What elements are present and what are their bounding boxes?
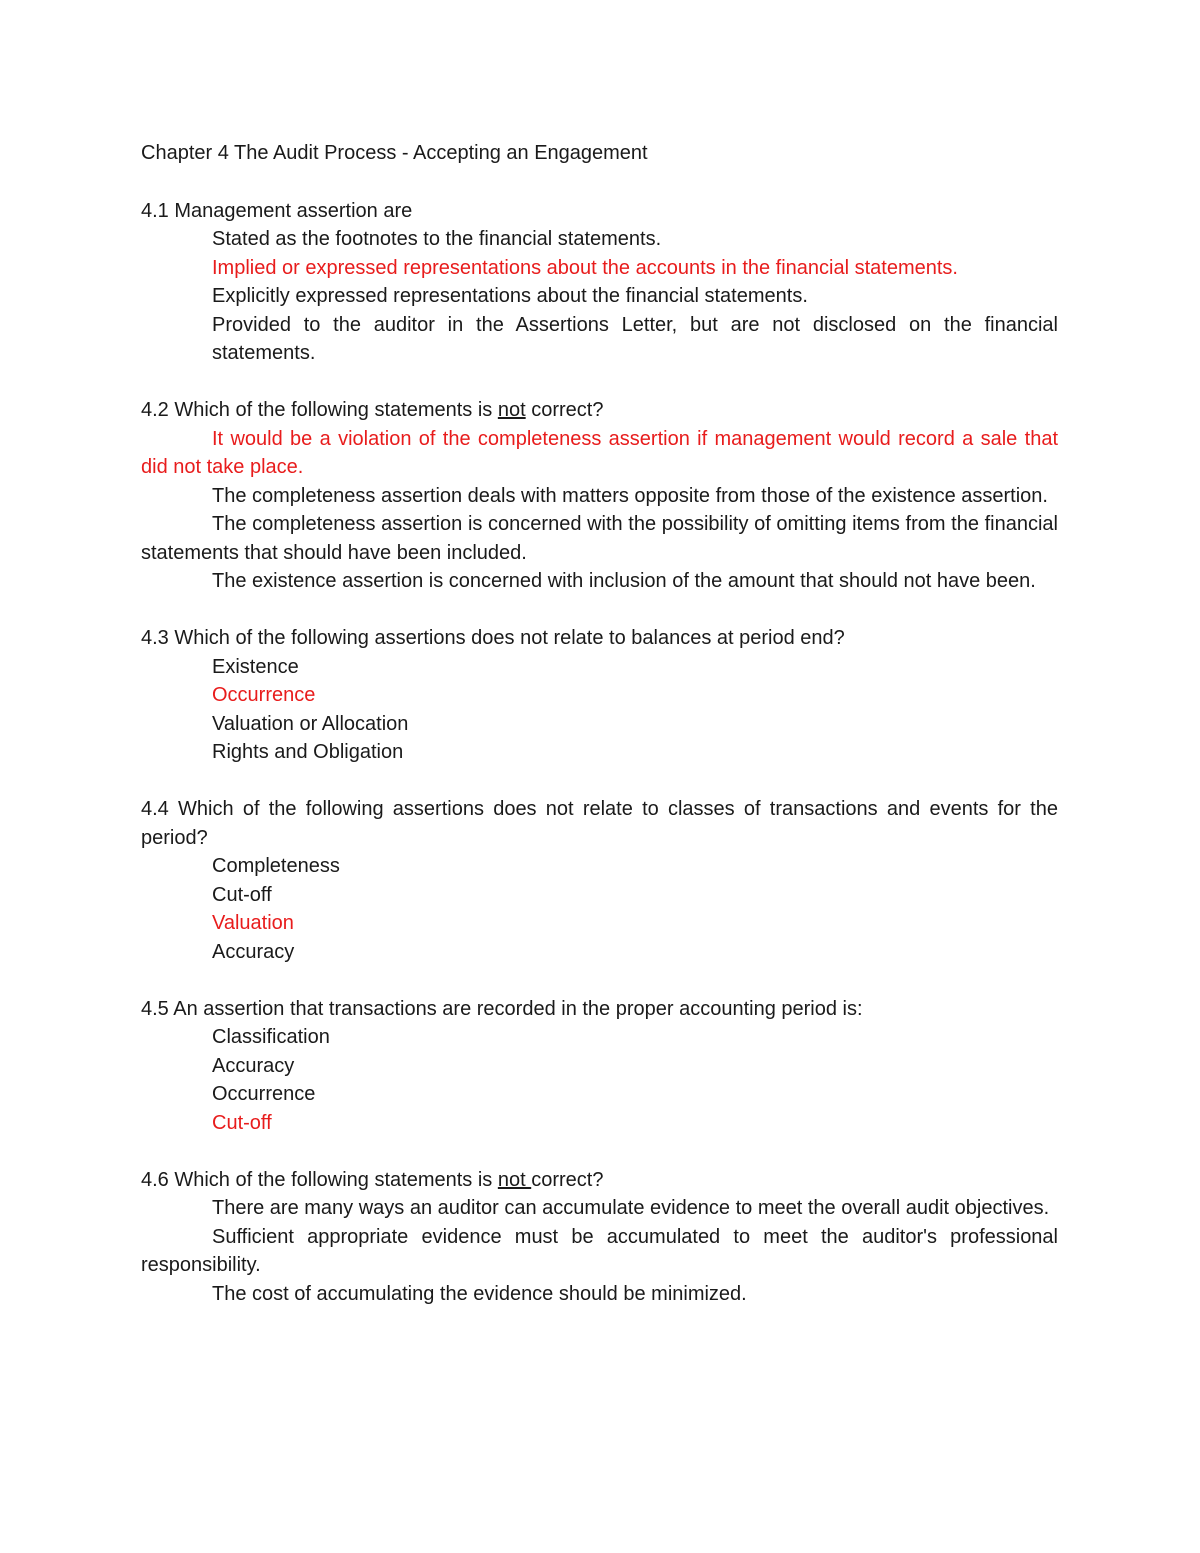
correct-answer-option: Occurrence <box>212 684 316 706</box>
question-stem: 4.3 Which of the following assertions does not relate to balances at period end? <box>141 627 845 649</box>
question-stem <box>141 396 1058 425</box>
question-4-6 <box>141 1166 1058 1309</box>
answer-option: The existence assertion is concerned with inclusion of the amount that should not have been. <box>212 570 1036 592</box>
answer-option: Occurrence <box>212 1083 316 1105</box>
answer-option: Sufficient appropriate evidence must be accumulated to meet the auditor's professional responsibility. <box>141 1225 1058 1276</box>
correct-answer-option: Cut-off <box>212 1111 272 1134</box>
stem-emphasis: not <box>497 1168 532 1191</box>
stem-text: 4.2 Which of the following statements is <box>141 399 498 421</box>
question-4-3 <box>141 624 1058 767</box>
stem-text: 4.6 Which of the following statements is <box>141 1168 498 1191</box>
document-page <box>141 139 1058 1337</box>
answer-option: Classification <box>212 1026 330 1048</box>
stem-text: correct? <box>531 1168 604 1191</box>
answer-option: The completeness assertion is concerned with the possibility of omitting items from the financial statements that should have been included. <box>141 513 1058 564</box>
question-stem <box>141 1166 1058 1195</box>
correct-answer-option: It would be a violation of the completeness assertion if management would record a sale that did not take place. <box>141 427 1058 478</box>
question-4-5 <box>141 995 1058 1138</box>
answer-option: Cut-off <box>212 883 272 906</box>
question-4-1 <box>141 197 1058 368</box>
answer-option: Accuracy <box>212 940 295 963</box>
answer-option: Stated as the footnotes to the financial statements. <box>212 228 662 250</box>
answer-option: Accuracy <box>212 1054 295 1077</box>
stem-emphasis: not <box>497 399 526 421</box>
answer-option: The completeness assertion deals with matters opposite from those of the existence assertion. <box>212 484 1048 507</box>
correct-answer-option: Implied or expressed representations about the accounts in the financial statements. <box>212 256 958 279</box>
question-4-2 <box>141 396 1058 596</box>
answer-option: Rights and Obligation <box>212 741 404 763</box>
correct-answer-option: Valuation <box>212 912 294 934</box>
question-stem: 4.5 An assertion that transactions are recorded in the proper accounting period is: <box>141 997 863 1020</box>
chapter-title: Chapter 4 The Audit Process - Accepting an Engagement <box>141 142 648 164</box>
question-stem: 4.4 Which of the following assertions does not relate to classes of transactions and events for the period? <box>141 798 1058 849</box>
answer-option: The cost of accumulating the evidence should be minimized. <box>212 1282 747 1305</box>
answer-option: Completeness <box>212 855 340 877</box>
question-stem: 4.1 Management assertion are <box>141 199 413 222</box>
answer-option: Existence <box>212 655 299 678</box>
answer-option: Valuation or Allocation <box>212 712 409 735</box>
stem-text: correct? <box>525 399 604 421</box>
question-4-4 <box>141 795 1058 966</box>
answer-option: There are many ways an auditor can accumulate evidence to meet the overall audit objectives. <box>212 1197 1050 1219</box>
answer-option: Provided to the auditor in the Assertions Letter, but are not disclosed on the financial statements. <box>212 313 1058 364</box>
answer-option: Explicitly expressed representations about the financial statements. <box>212 285 808 307</box>
